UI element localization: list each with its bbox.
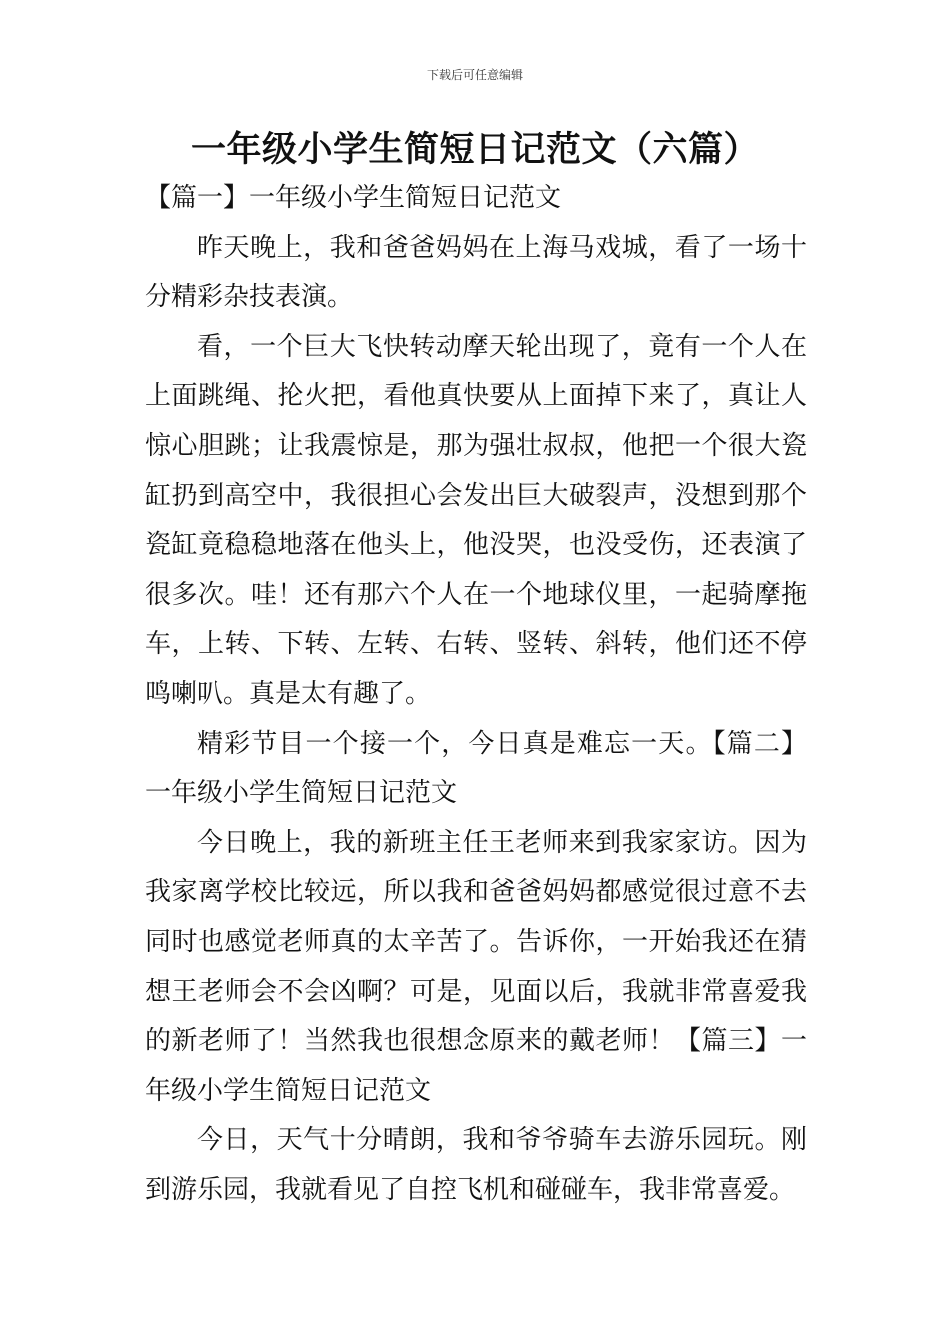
paragraph: 今日晚上，我的新班主任王老师来到我家家访。因为我家离学校比较远，所以我和爸爸妈妈都感觉很过意不去同时也感觉老师真的太辛苦了。告诉你，一开始我还在猜想王老师会不会凶啊？可是，见面以后，我就非常喜爱我的新老师了！当然我也很想念原来的戴老师！【篇三】一年级小学生简短日记范文 [145,827,807,1106]
header-note: 下载后可任意编辑 [426,68,523,82]
paragraph: 昨天晚上，我和爸爸妈妈在上海马戏城，看了一场十分精彩杂技表演。 [145,232,807,313]
document-body [145,174,807,1215]
paragraph: 看，一个巨大飞快转动摩天轮出现了，竟有一个人在上面跳绳、抡火把，看他真快要从上面掉下来了，真让人惊心胆跳；让我震惊是，那为强壮叔叔，他把一个很大瓷缸扔到高空中，我很担心会发出巨大破裂声，没想到那个瓷缸竟稳稳地落在他头上，他没哭，也没受伤，还表演了很多次。哇！还有那六个人在一个地球仪里，一起骑摩拖车，上转、下转、左转、右转、竖转、斜转，他们还不停鸣喇叭。真是太有趣了。 [145,331,807,709]
paragraph: 今日，天气十分晴朗，我和爷爷骑车去游乐园玩。刚到游乐园，我就看见了自控飞机和碰碰车，我非常喜爱。 [145,1125,807,1205]
document-title: 一年级小学生简短日记范文（六篇） [190,130,759,170]
paragraph: 精彩节目一个接一个，今日真是难忘一天。【篇二】一年级小学生简短日记范文 [145,728,807,809]
section-heading: 【篇一】一年级小学生简短日记范文 [145,183,562,213]
